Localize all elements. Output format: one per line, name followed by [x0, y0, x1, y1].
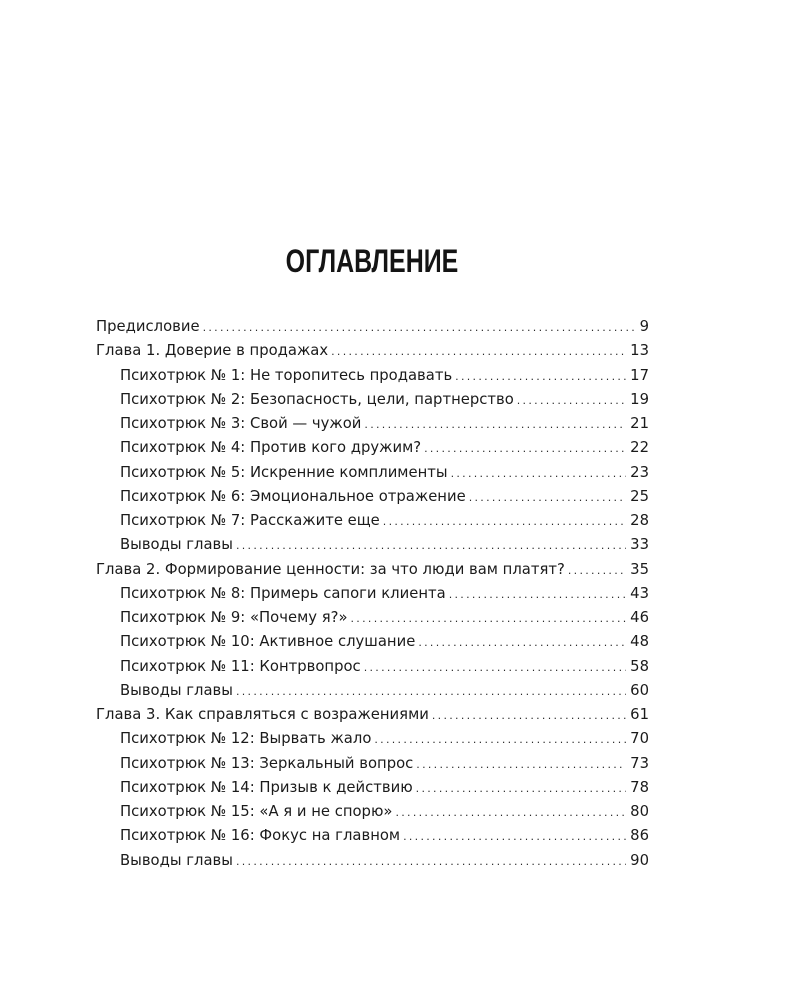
dot-leader — [455, 365, 626, 389]
dot-leader — [351, 607, 627, 631]
dot-leader — [416, 753, 626, 777]
toc-page-number: 23 — [630, 463, 649, 481]
dot-leader — [424, 437, 626, 461]
toc-section-entry — [96, 509, 649, 533]
table-of-contents — [96, 315, 649, 873]
dot-leader — [203, 316, 636, 340]
dot-leader — [236, 850, 626, 874]
toc-section-entry — [96, 582, 649, 606]
toc-entry-title: Психотрюк № 6: Эмоциональное отражение — [120, 487, 466, 505]
toc-section-entry — [96, 752, 649, 776]
toc-page-number: 25 — [630, 487, 649, 505]
toc-entry-title: Психотрюк № 8: Примерь сапоги клиента — [120, 584, 446, 602]
toc-entry-title: Психотрюк № 16: Фокус на главном — [120, 827, 401, 845]
dot-leader — [364, 413, 626, 437]
toc-entry-title: Психотрюк № 3: Свой — чужой — [120, 415, 362, 432]
toc-page-number: 43 — [630, 584, 649, 602]
toc-section-entry — [96, 606, 649, 630]
toc-section-entry — [96, 679, 649, 703]
toc-section-entry — [96, 364, 649, 388]
toc-section-entry — [96, 533, 649, 557]
toc-entry-title: Психотрюк № 7: Расскажите еще — [120, 512, 380, 529]
toc-page-number: 80 — [630, 803, 649, 820]
toc-entry-title: Психотрюк № 5: Искренние комплименты — [120, 463, 448, 481]
toc-section-entry — [96, 412, 649, 436]
toc-entry-title: Психотрюк № 10: Активное слушание — [120, 633, 416, 651]
toc-entry-title: Выводы главы — [120, 681, 233, 699]
toc-page-number: 19 — [630, 390, 649, 408]
toc-entry-title: Психотрюк № 2: Безопасность, цели, партнерство — [120, 390, 514, 408]
toc-chapter-entry — [96, 339, 649, 363]
dot-leader — [364, 656, 626, 680]
toc-entry-title: Психотрюк № 12: Вырвать жало — [120, 730, 372, 748]
page-title: ОГЛАВЛЕНИЕ — [285, 243, 459, 280]
toc-page-number: 28 — [630, 512, 649, 529]
dot-leader — [451, 462, 627, 486]
toc-entry-title: Глава 1. Доверие в продажах — [96, 342, 329, 360]
toc-page-number: 9 — [639, 318, 649, 335]
toc-page-number: 33 — [630, 536, 649, 554]
toc-page-number: 21 — [630, 415, 649, 432]
toc-entry-title: Психотрюк № 13: Зеркальный вопрос — [120, 754, 414, 772]
toc-page-number: 86 — [630, 827, 649, 845]
toc-section-entry — [96, 776, 649, 800]
toc-page-number: 46 — [630, 609, 649, 626]
toc-page-number: 90 — [630, 851, 649, 869]
dot-leader — [432, 704, 626, 728]
toc-entry-title: Психотрюк № 1: Не торопитесь продавать — [120, 366, 453, 384]
toc-chapter-entry — [96, 315, 649, 339]
dot-leader — [331, 340, 626, 364]
toc-page-number: 73 — [630, 754, 649, 772]
dot-leader — [469, 486, 626, 510]
toc-entry-title: Психотрюк № 15: «А я и не спорю» — [120, 803, 393, 820]
toc-page-number: 48 — [630, 633, 649, 651]
toc-entry-title: Глава 2. Формирование ценности: за что люди вам платят? — [96, 560, 565, 578]
dot-leader — [395, 801, 626, 825]
toc-entry-title: Психотрюк № 9: «Почему я?» — [120, 609, 348, 626]
toc-page-number: 60 — [630, 681, 649, 699]
toc-entry-title: Предисловие — [96, 318, 200, 335]
dot-leader — [416, 777, 626, 801]
toc-section-entry — [96, 436, 649, 460]
toc-entry-title: Выводы главы — [120, 536, 233, 554]
toc-page-number: 13 — [630, 342, 649, 360]
toc-section-entry — [96, 388, 649, 412]
dot-leader — [383, 510, 626, 534]
dot-leader — [374, 728, 626, 752]
dot-leader — [517, 389, 626, 413]
toc-section-entry — [96, 824, 649, 848]
toc-section-entry — [96, 485, 649, 509]
toc-page-number: 22 — [630, 439, 649, 457]
toc-section-entry — [96, 655, 649, 679]
toc-entry-title: Психотрюк № 11: Контрвопрос — [120, 657, 361, 675]
toc-entry-title: Глава 3. Как справляться с возражениями — [96, 706, 429, 723]
toc-chapter-entry — [96, 558, 649, 582]
toc-section-entry — [96, 800, 649, 824]
dot-leader — [418, 631, 626, 655]
toc-entry-title: Психотрюк № 14: Призыв к действию — [120, 778, 413, 796]
dot-leader — [449, 583, 626, 607]
toc-entry-title: Выводы главы — [120, 851, 233, 869]
toc-page-number: 61 — [630, 706, 649, 723]
toc-section-entry — [96, 727, 649, 751]
dot-leader — [236, 680, 626, 704]
dot-leader — [568, 559, 626, 583]
toc-section-entry — [96, 461, 649, 485]
toc-page-number: 17 — [630, 366, 649, 384]
toc-entry-title: Психотрюк № 4: Против кого дружим? — [120, 439, 422, 457]
toc-section-entry — [96, 849, 649, 873]
toc-page-number: 70 — [630, 730, 649, 748]
toc-page-number: 78 — [630, 778, 649, 796]
dot-leader — [403, 825, 626, 849]
toc-page-number: 35 — [630, 560, 649, 578]
toc-chapter-entry — [96, 703, 649, 727]
toc-page-number: 58 — [630, 657, 649, 675]
toc-section-entry — [96, 630, 649, 654]
dot-leader — [236, 534, 626, 558]
